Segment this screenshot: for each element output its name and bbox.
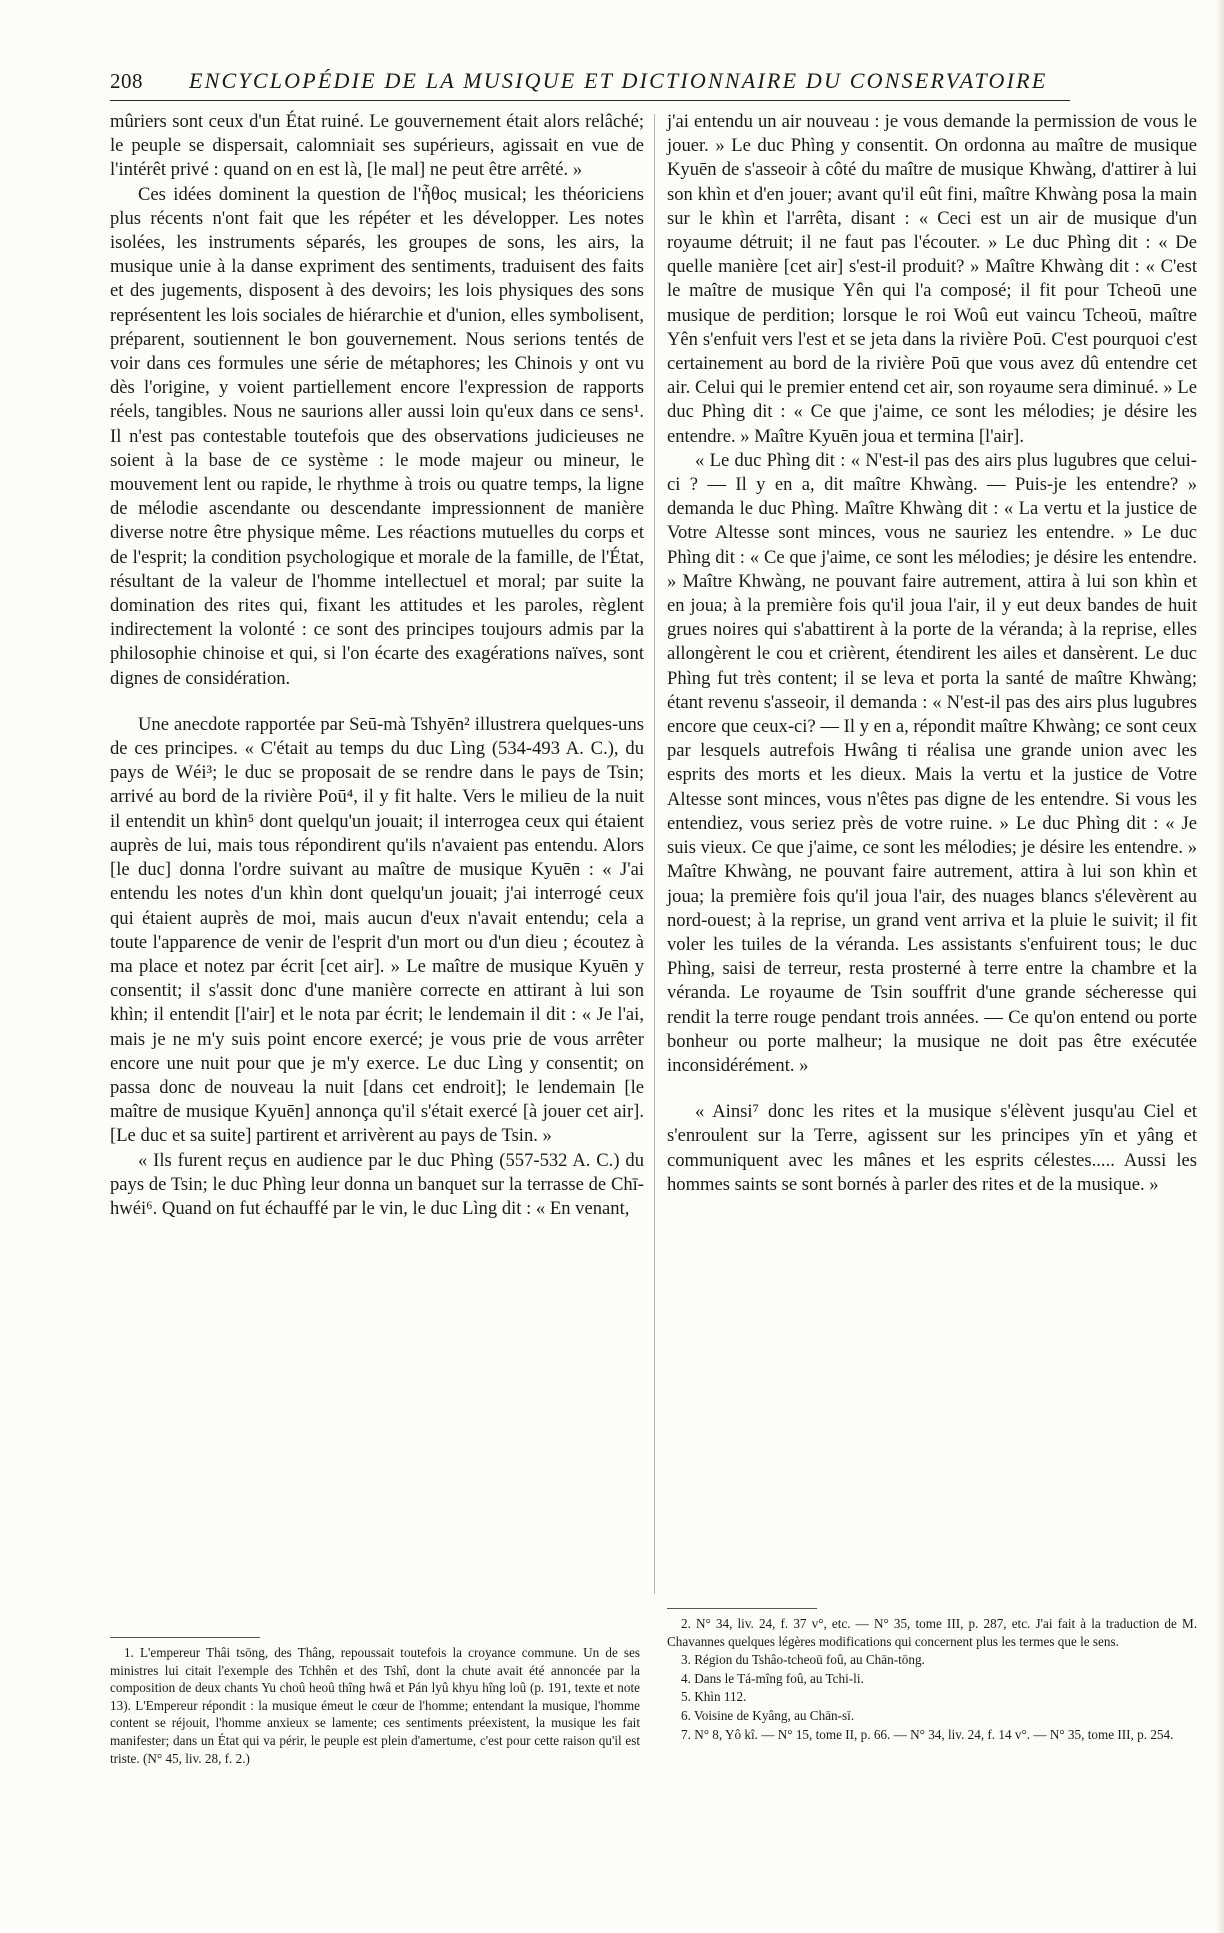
footnote: 6. Voisine de Kyâng, au Chān-sī. — [681, 1707, 855, 1723]
footnote: 3. Région du Tshâo-tcheoū foû, au Chān-tōng. — [681, 1652, 925, 1668]
paragraph: Ces idées dominent la question de l'ἦθος musical; les théoriciens plus récents n'ont fait que les répéter et les développer. Les notes isolées, les instruments séparés, les groupes de sons, les airs, la musique unie à la danse expriment des sentiments, traduisent des faits et des jugements, disposent à des devoirs; les lois physiques des sons représentent les lois sociales de hiérarchie et d'union, elles symbolisent, préparent, soutiennent le bon gouvernement. Nous serions tentés de voir dans ces formules une série de métaphores; les Chinois y ont vu dès l'origine, y voient partiellement encore l'expression de rapports réels, tangibles. Nous ne saurions aller aussi loin qu'eux dans ce sens¹. Il n'est pas contestable toutefois que des observations judicieuses ne soient à la base de ce système : le mode majeur ou mineur, le mouvement lent ou rapide, le rhythme à trois ou quatre temps, la ligne de mélodie ascendante ou descendante impressionnent de manière diverse notre être physique même. Les réactions mutuelles du corps et de l'esprit; la condition psychologique et morale de la famille, de l'État, résultant de la valeur de l'homme intellectuel et moral; par suite la domination des rites qui, fixant les attitudes et les paroles, règlent indirectement la volonté : ce sont des principes toujours admis par la philosophie chinoise et qui, si l'on écarte des exagérations naïves, sont dignes de considération. — [110, 183, 644, 689]
footnotes-left — [110, 1637, 640, 1768]
footnote: 1. L'empereur Thâi tsōng, des Thâng, repoussait toutefois la croyance commune. Un de ses ministres lui citait l'exemple des Tchhên et des Tshî, dont la chute avait été annoncée par la composition de deux chants Yu choû heoû thîng hwâ et Pán lyû khyu hîng loû (p. 191, texte et note 13). L'Empereur répondit : la musique émeut le cœur de l'homme; entendant la musique, l'homme content se réjouit, l'homme anxieux se lamente; ces sentiments préexistent, la musique les fait manifester; dans un État qui va périr, le peuple est plein d'amertume, c'est pour cette raison qu'il est triste. (N° 45, liv. 28, f. 2.) — [110, 1645, 640, 1766]
page-header — [110, 68, 1070, 101]
paragraph: j'ai entendu un air nouveau : je vous demande la permission de vous le jouer. » Le duc Phìng y consentit. On ordonna au maître de musique Kyuēn de s'asseoir à côté du maître de musique Khwàng, d'attirer à lui son khìn et d'en jouer; avant qu'il eût fini, maître Khwàng posa la main sur le khìn et l'arrêta, disant : « Ceci est un air de musique d'un royaume détruit; il ne faut pas l'écouter. » Le duc Phìng dit : « De quelle manière [cet air] s'est-il produit? » Maître Khwàng dit : « C'est le maître de musique Yên qui l'a composé; il fit pour Tcheoū une musique de perdition; lorsque le roi Woû eut vaincu Tcheoū, maître Yên s'enfuit vers l'est et se jeta dans la rivière Poū. C'est pourquoi c'est certainement au bord de la rivière Poū que vous avez dû entendre cet air. Celui qui le premier entend cet air, son royaume sera diminué. » Le duc Phìng dit : « Ce que j'aime, ce sont les mélodies; je désire les entendre. » Maître Kyuēn joua et termina [l'air]. — [667, 111, 1197, 447]
column-divider — [654, 114, 655, 1594]
footnote: 7. N° 8, Yô kî. — N° 15, tome II, p. 66. — N° 34, liv. 24, f. 14 v°. — N° 35, tome III, p. 254. — [681, 1726, 1174, 1742]
paragraph: « Le duc Phìng dit : « N'est-il pas des airs plus lugubres que celui-ci ? — Il y en a, dit maître Khwàng. — Puis-je les entendre? » demanda le duc Phìng. Maître Khwàng dit : « La vertu et la justice de Votre Altesse sont minces, vous ne sauriez les entendre. » Le duc Phìng dit : « Ce que j'aime, ce sont les mélodies; je désire les entendre. » Maître Khwàng, ne pouvant faire autrement, attira à lui son khìn et en joua; à la première fois qu'il joua l'air, il y eut deux bandes de huit grues noires qui s'abattirent à la porte de la véranda; à la reprise, elles allongèrent le cou et crièrent, étendirent les ailes et dansèrent. Le duc Phìng fut très content; il se leva et porta la santé de maître Khwàng; étant revenu s'asseoir, il demanda : « N'est-il pas des airs plus lugubres encore que ceux-ci? — Il y en a, répondit maître Khwàng; ce sont ceux par lesquels autrefois Hwâng ti réalisa une grande union avec les esprits des morts et les dieux. Mais la vertu et la justice de Votre Altesse sont minces, vous n'êtes pas digne de les entendre. Si vous les entendiez, vous seriez près de votre ruine. » Le duc Phìng dit : « Je suis vieux. Ce que j'aime, ce sont les mélodies; je désire les entendre. » Maître Khwàng, ne pouvant faire autrement, attira à lui son khìn et joua; la première fois qu'il joua l'air, des nuages blancs s'élevèrent au nord-ouest; à la reprise, un grand vent arriva et la pluie le suivit; il fit voler les tuiles de la véranda. Les assistants s'enfuirent tous; le duc Phìng, saisi de terreur, resta prosterné à terre entre la chambre et la véranda. Le royaume de Tsin souffrit d'une grande sécheresse qui rendit la terre rouge pendant trois années. — Ce qu'on entend ou porte bonheur ou porte malheur; la musique ne doit pas être exécutée inconsidérément. » — [667, 449, 1197, 1076]
paragraph: Une anecdote rapportée par Seū-mà Tshyēn² illustrera quelques-uns de ces principes. « C'était au temps du duc Lìng (534-493 A. C.), du pays de Wéi³; le duc se proposait de se rendre dans le pays de Tsin; arrivé au bord de la rivière Poū⁴, il y fit halte. Vers le milieu de la nuit il entendit un khìn⁵ dont quelqu'un jouait; il interrogea ceux qui étaient auprès de lui, mais tous répondirent qu'ils n'avaient pas entendu. Alors [le duc] donna l'ordre suivant au maître de musique Kyuēn : « J'ai entendu les notes d'un khìn dont quelqu'un jouait; j'ai interrogé ceux qui étaient auprès de moi, mais aucun d'eux n'avait entendu; cela a toute l'apparence de venir de l'esprit d'un mort ou d'un dieu ; écoutez à ma place et notez par écrit [cet air]. » Le maître de musique Kyuēn y consentit; il s'assit donc d'une manière correcte en attirant à lui son khìn; il entendit [l'air] et le nota par écrit; le lendemain il dit : « Je l'ai, mais je ne m'y suis point encore exercé; je vous prie de vous arrêter encore une nuit pour que je m'y exerce. Le duc Lìng y consentit; on passa donc de nouveau la nuit [dans cet endroit]; le lendemain [le maître de musique Kyuēn] annonça qu'il s'était exercé [à jouer cet air]. [Le duc et sa suite] partirent et arrivèrent au pays de Tsin. » — [110, 713, 644, 1147]
footnote: 2. N° 34, liv. 24, f. 37 v°, etc. — N° 35, tome III, p. 287, etc. J'ai fait à la traduction de M. Chavannes quelques légères modifications qui concernent plus les termes que le sens. — [667, 1616, 1197, 1649]
paragraph: « Ils furent reçus en audience par le duc Phìng (557-532 A. C.) du pays de Tsin; le duc Phìng leur donna un banquet sur la terrasse de Chī-hwéi⁶. Quand on fut échauffé par le vin, le duc Lìng dit : « En venant, — [110, 1149, 644, 1219]
page-number: 208 — [110, 69, 143, 93]
page-edge — [1216, 0, 1224, 1933]
footnote: 4. Dans le Tá-mîng foû, au Tchi-li. — [681, 1670, 864, 1686]
paragraph: mûriers sont ceux d'un État ruiné. Le gouvernement était alors relâché; le peuple se dispersait, calomniait ses supérieurs, agissait en vue de l'intérêt privé : quand on en est là, [le mal] ne peut être arrêté. » — [110, 111, 644, 181]
running-title: ENCYCLOPÉDIE DE LA MUSIQUE ET DICTIONNAIRE DU CONSERVATOIRE — [189, 68, 1048, 93]
left-column — [110, 110, 644, 1221]
paragraph: « Ainsi⁷ donc les rites et la musique s'élèvent jusqu'au Ciel et s'enroulent sur la Terre, agissent sur les principes yīn et yâng et communiquent avec les mânes et les esprits célestes..... Aussi les hommes saints se sont bornés à parler des rites et de la musique. » — [667, 1101, 1197, 1195]
footnotes-right — [667, 1608, 1197, 1744]
footnote: 5. Khìn 112. — [681, 1689, 747, 1705]
right-column — [667, 110, 1197, 1197]
